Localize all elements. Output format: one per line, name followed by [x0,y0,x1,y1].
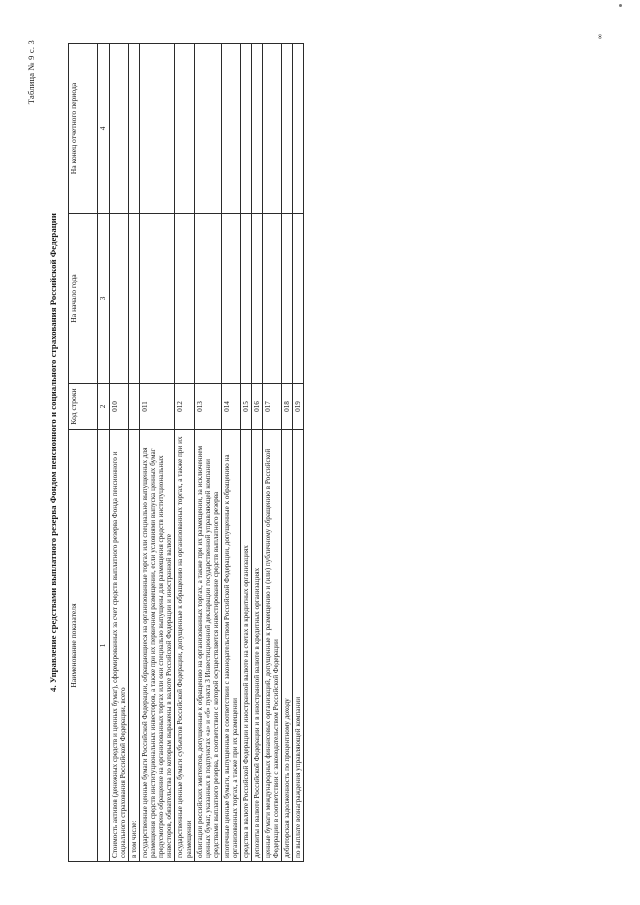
row-indicator-name: дебиторская задолженность по процентному доходу [282,430,293,862]
page-content [26,34,604,865]
row-value-end[interactable] [175,44,194,214]
column-header-row-code: Код строки [69,384,98,430]
column-header-begin-of-year: На начало года [69,214,98,384]
row-value-end[interactable] [251,44,262,214]
row-code: 012 [175,384,194,430]
row-value-end[interactable] [129,44,140,214]
row-code: 015 [240,384,251,430]
column-header-indicator-name: Наименование показателя [69,430,98,862]
table-row [240,44,251,862]
row-indicator-name: Стоимость активов (денежных средств и ценных бумаг), сформированных за счет средств выплатного резерва Фонда пенсионного и социального страхования Российской Федерации, всего [110,430,129,862]
page-corner-mark: ∞ [596,34,604,39]
row-value-end[interactable] [293,44,304,214]
row-value-begin[interactable] [175,214,194,384]
table-row [129,44,140,862]
column-number-1: 1 [98,430,110,862]
row-value-begin[interactable] [240,214,251,384]
table-row [140,44,175,862]
table-row [293,44,304,862]
table-row [194,44,221,862]
scan-artifact-dot [619,4,622,7]
row-indicator-name: в том числе: [129,430,140,862]
row-indicator-name: по выплате вознаграждения управляющей компании [293,430,304,862]
row-code: 010 [110,384,129,430]
row-value-begin[interactable] [263,214,282,384]
row-value-begin[interactable] [140,214,175,384]
table-row [110,44,129,862]
row-value-end[interactable] [140,44,175,214]
row-value-begin[interactable] [110,214,129,384]
column-number-4: 4 [98,44,110,214]
row-value-begin[interactable] [129,214,140,384]
row-value-end[interactable] [263,44,282,214]
table-header-row [69,44,98,862]
row-code: 013 [194,384,221,430]
row-code: 019 [293,384,304,430]
row-indicator-name: государственные ценные бумаги субъектов Российской Федерации, допущенные к обращению на организованных торгах, а также при их размещении [175,430,194,862]
row-value-begin[interactable] [221,214,240,384]
row-value-end[interactable] [240,44,251,214]
row-value-begin[interactable] [194,214,221,384]
column-number-2: 2 [98,384,110,430]
row-indicator-name: ценные бумаги международных финансовых организаций, допущенные к размещению и (или) публичному обращению в Российской Федерации в соответствии с законодательством Российской Федерации [263,430,282,862]
row-code [129,384,140,430]
row-code: 016 [251,384,262,430]
row-value-end[interactable] [282,44,293,214]
row-indicator-name: депозиты в валюте Российской Федерации и в иностранной валюте в кредитных организациях [251,430,262,862]
table-column-number-row [98,44,110,862]
row-value-begin[interactable] [251,214,262,384]
table-row [175,44,194,862]
row-indicator-name: облигации российских эмитентов, допущенные к обращению на организованных торгах, а также при их размещении, за исключением ценных бумаг, указанных в подпунктах «а» и «б» пункта 3 Инвестиционной декларации государственной управляющей компании средствами выплатного резерва, в соответствии с которой осуществляется инвестирование средств выплатного резерва [194,430,221,862]
row-value-end[interactable] [110,44,129,214]
row-indicator-name: государственные ценные бумаги Российской Федерации, обращающиеся на организованные торгах или специально выпущенных для размещения средств институциональных инвесторов, а также при их первичном размещении, если условиями выпуска ценных бумаг предусмотрено обращение на организованных торгах или они специально выпущены для размещения средств институциональных инвесторов, обязательства по которым выражены в валюте Российской Федерации и иностранной валюте [140,430,175,862]
row-value-begin[interactable] [293,214,304,384]
row-code: 014 [221,384,240,430]
row-indicator-name: средства в валюте Российской Федерации и иностранной валюте на счетах в кредитных организациях [240,430,251,862]
table-row [282,44,293,862]
column-number-3: 3 [98,214,110,384]
row-code: 018 [282,384,293,430]
column-header-end-of-period: На конец отчетного периода [69,44,98,214]
table-row [251,44,262,862]
row-value-end[interactable] [221,44,240,214]
table-number-label: Таблица № 9 с. 3 [26,40,36,105]
row-value-end[interactable] [194,44,221,214]
row-value-begin[interactable] [282,214,293,384]
table-row [263,44,282,862]
row-indicator-name: ипотечные ценные бумаги, выпущенные в соответствии с законодательством Российской Федерации, допущенные к обращению на организованных торгах, а также при их размещении [221,430,240,862]
row-code: 017 [263,384,282,430]
row-code: 011 [140,384,175,430]
payout-reserve-table [68,43,304,862]
section-title: 4. Управление средствами выплатного резерва Фондом пенсионного и социального страхования Российской Федерации [48,213,58,692]
table-row [221,44,240,862]
